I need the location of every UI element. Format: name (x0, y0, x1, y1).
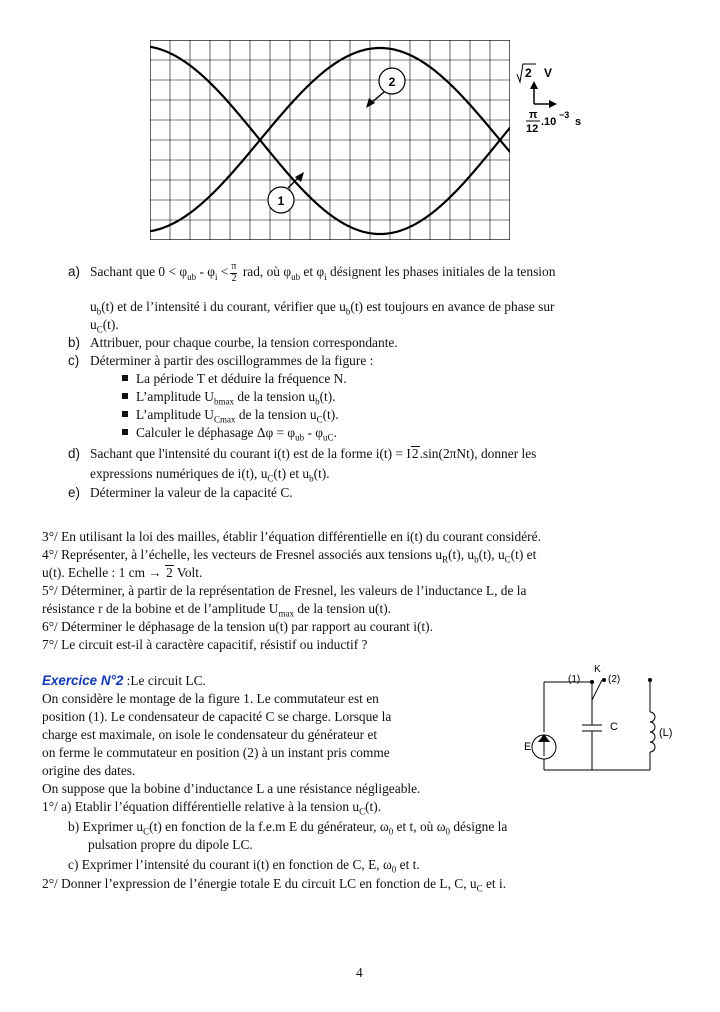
question-d: d) Sachant que l'intensité du courant i(t) est de la forme i(t) = I2.sin(2πNt), donner les (68, 446, 537, 461)
question-b-label: b) (68, 335, 80, 350)
question-c-bullet-1: La période T et déduire la fréquence N. (122, 370, 347, 388)
sqrt-2: 2 (411, 446, 419, 461)
question-3: 3°/ En utilisant la loi des mailles, établir l’équation différentielle en i(t) du courant considéré. (42, 529, 541, 544)
question-7: 7°/ Le circuit est-il à caractère capacitif, résistif ou inductif ? (42, 637, 368, 652)
oscillogram-figure (150, 40, 510, 240)
generator-arrowhead (538, 734, 550, 742)
question-c: c) Déterminer à partir des oscillogrammes de la figure : (68, 353, 374, 368)
legend-x-den: 12 (526, 123, 539, 135)
inductor-coil (650, 712, 655, 752)
question-b: b) Attribuer, pour chaque courbe, la tension correspondante. (68, 335, 398, 350)
question-4: 4°/ Représenter, à l’échelle, les vecteurs de Fresnel associés aux tensions $u_R(t)$, $u_b(t)$, $u_C(t)$ et (42, 547, 537, 565)
inductor-terminal (648, 678, 652, 682)
question-d-line2: expressions numériques de i(t), $u_C(t)$ et $u_b(t)$. (90, 466, 330, 484)
question-4-line2: u(t). Echelle : 1 cm → 2 Volt. (42, 565, 203, 580)
bullet-square-icon (122, 375, 128, 381)
question-a-line3: $u_C(t)$. (90, 317, 119, 335)
exercise-2-q2: 2°/ Donner l’expression de l’énergie totale E du circuit LC en fonction de L, C, $u_C$ et i. (42, 876, 507, 894)
circuit-k: K (594, 664, 601, 675)
circuit-c: C (610, 721, 618, 733)
exercise-2-q1c: c) Exprimer l’intensité du courant i(t) en fonction de C, E, $\omega_0$ et t. (68, 857, 420, 875)
question-e-label: e) (68, 485, 80, 500)
exercise-2-p1: On considère le montage de la figure 1. Le commutateur est en (42, 691, 379, 706)
question-5-line2: résistance r de la bobine et de l’amplitude $U_{max}$ de la tension u(t). (42, 601, 392, 619)
question-d-label: d) (68, 446, 80, 461)
switch-contact-1 (590, 680, 594, 684)
legend-x-unit: s (575, 116, 582, 128)
circuit-pos-1: (1) (568, 674, 581, 685)
exercise-2-q1b: b) Exprimer $u_C(t)$ en fonction de la f.e.m E du générateur, $\omega_0$ et t, où $\omega_0$ désigne la (68, 819, 508, 837)
bullet-square-icon (122, 411, 128, 417)
question-c-label: c) (68, 353, 80, 368)
circuit-pos-2: (2) (608, 674, 621, 685)
page-number: 4 (356, 965, 363, 980)
exercise-2-p6: On suppose que la bobine d’inductance L a une résistance négligeable. (42, 781, 421, 796)
legend-y-arrowhead (530, 81, 538, 89)
circuit-l: (L) (659, 727, 673, 739)
curve-1-label: 1 (277, 194, 285, 208)
exercise-2-p5: origine des dates. (42, 763, 136, 778)
question-6: 6°/ Déterminer le déphasage de la tension u(t) par rapport au courant i(t). (42, 619, 433, 634)
exercise-2-q1a: 1°/ a) Etablir l’équation différentielle relative à la tension $u_C(t)$. (42, 799, 382, 817)
pi-over-2-fraction: $\frac{\pi}{2}$ (231, 261, 237, 284)
curve-2-arrowhead (366, 98, 375, 108)
question-c-bullet-2: L’amplitude $U_{bmax}$ de la tension $u_b(t)$. (122, 388, 336, 406)
legend-y-sqrt: 2 (525, 66, 532, 80)
legend-x-pow: .10 (541, 116, 557, 128)
legend-x-arrowhead (549, 100, 557, 108)
question-c-bullet-3: L’amplitude $U_{Cmax}$ de la tension $u_C(t)$. (122, 406, 339, 424)
oscillogram-grid (150, 40, 510, 240)
exercise-2-q1b-line2: pulsation propre du dipole LC. (88, 837, 253, 852)
circuit-e: E (524, 741, 532, 753)
bullet-square-icon (122, 429, 128, 435)
question-c-bullet-4: Calculer le déphasage $\Delta\varphi = \varphi_{ub} - \varphi_{uC}$. (122, 424, 337, 442)
question-a-label: a) (68, 264, 80, 280)
bullet-square-icon (122, 393, 128, 399)
scale-legend (514, 60, 604, 140)
exercise-2-p4: on ferme le commutateur en position (2) à un instant pris comme (42, 745, 390, 760)
legend-y-unit: V (544, 66, 553, 80)
exercise-2-title: Exercice N°2 :Le circuit LC. (42, 673, 206, 688)
question-a: a) Sachant que $0 < \varphi_{ub} - \varphi_i$ < $\frac{\pi}{2}$ rad, où $\varphi_{ub}$ et $\varphi_i$ désignent les phases initiales de la tension (68, 261, 556, 284)
question-5: 5°/ Déterminer, à partir de la représentation de Fresnel, les valeurs de l’inductance L, de la (42, 583, 527, 598)
question-e: e) Déterminer la valeur de la capacité C. (68, 485, 293, 500)
question-a-line2: $u_b(t)$ et de l’intensité i du courant, vérifier que $u_b(t)$ est toujours en avance de phase sur (90, 299, 555, 317)
legend-x-num: π (529, 109, 538, 121)
curve-2-label: 2 (388, 75, 396, 89)
exercise-2-p3: charge est maximale, on isole le condensateur du générateur et (42, 727, 378, 742)
exercise-2-p2: position (1). Le condensateur de capacité C se charge. Lorsque la (42, 709, 392, 724)
sqrt-2: 2 (166, 565, 173, 580)
lc-circuit-diagram (502, 660, 682, 780)
switch-contact-2 (602, 678, 606, 682)
legend-x-exp: −3 (559, 110, 570, 120)
